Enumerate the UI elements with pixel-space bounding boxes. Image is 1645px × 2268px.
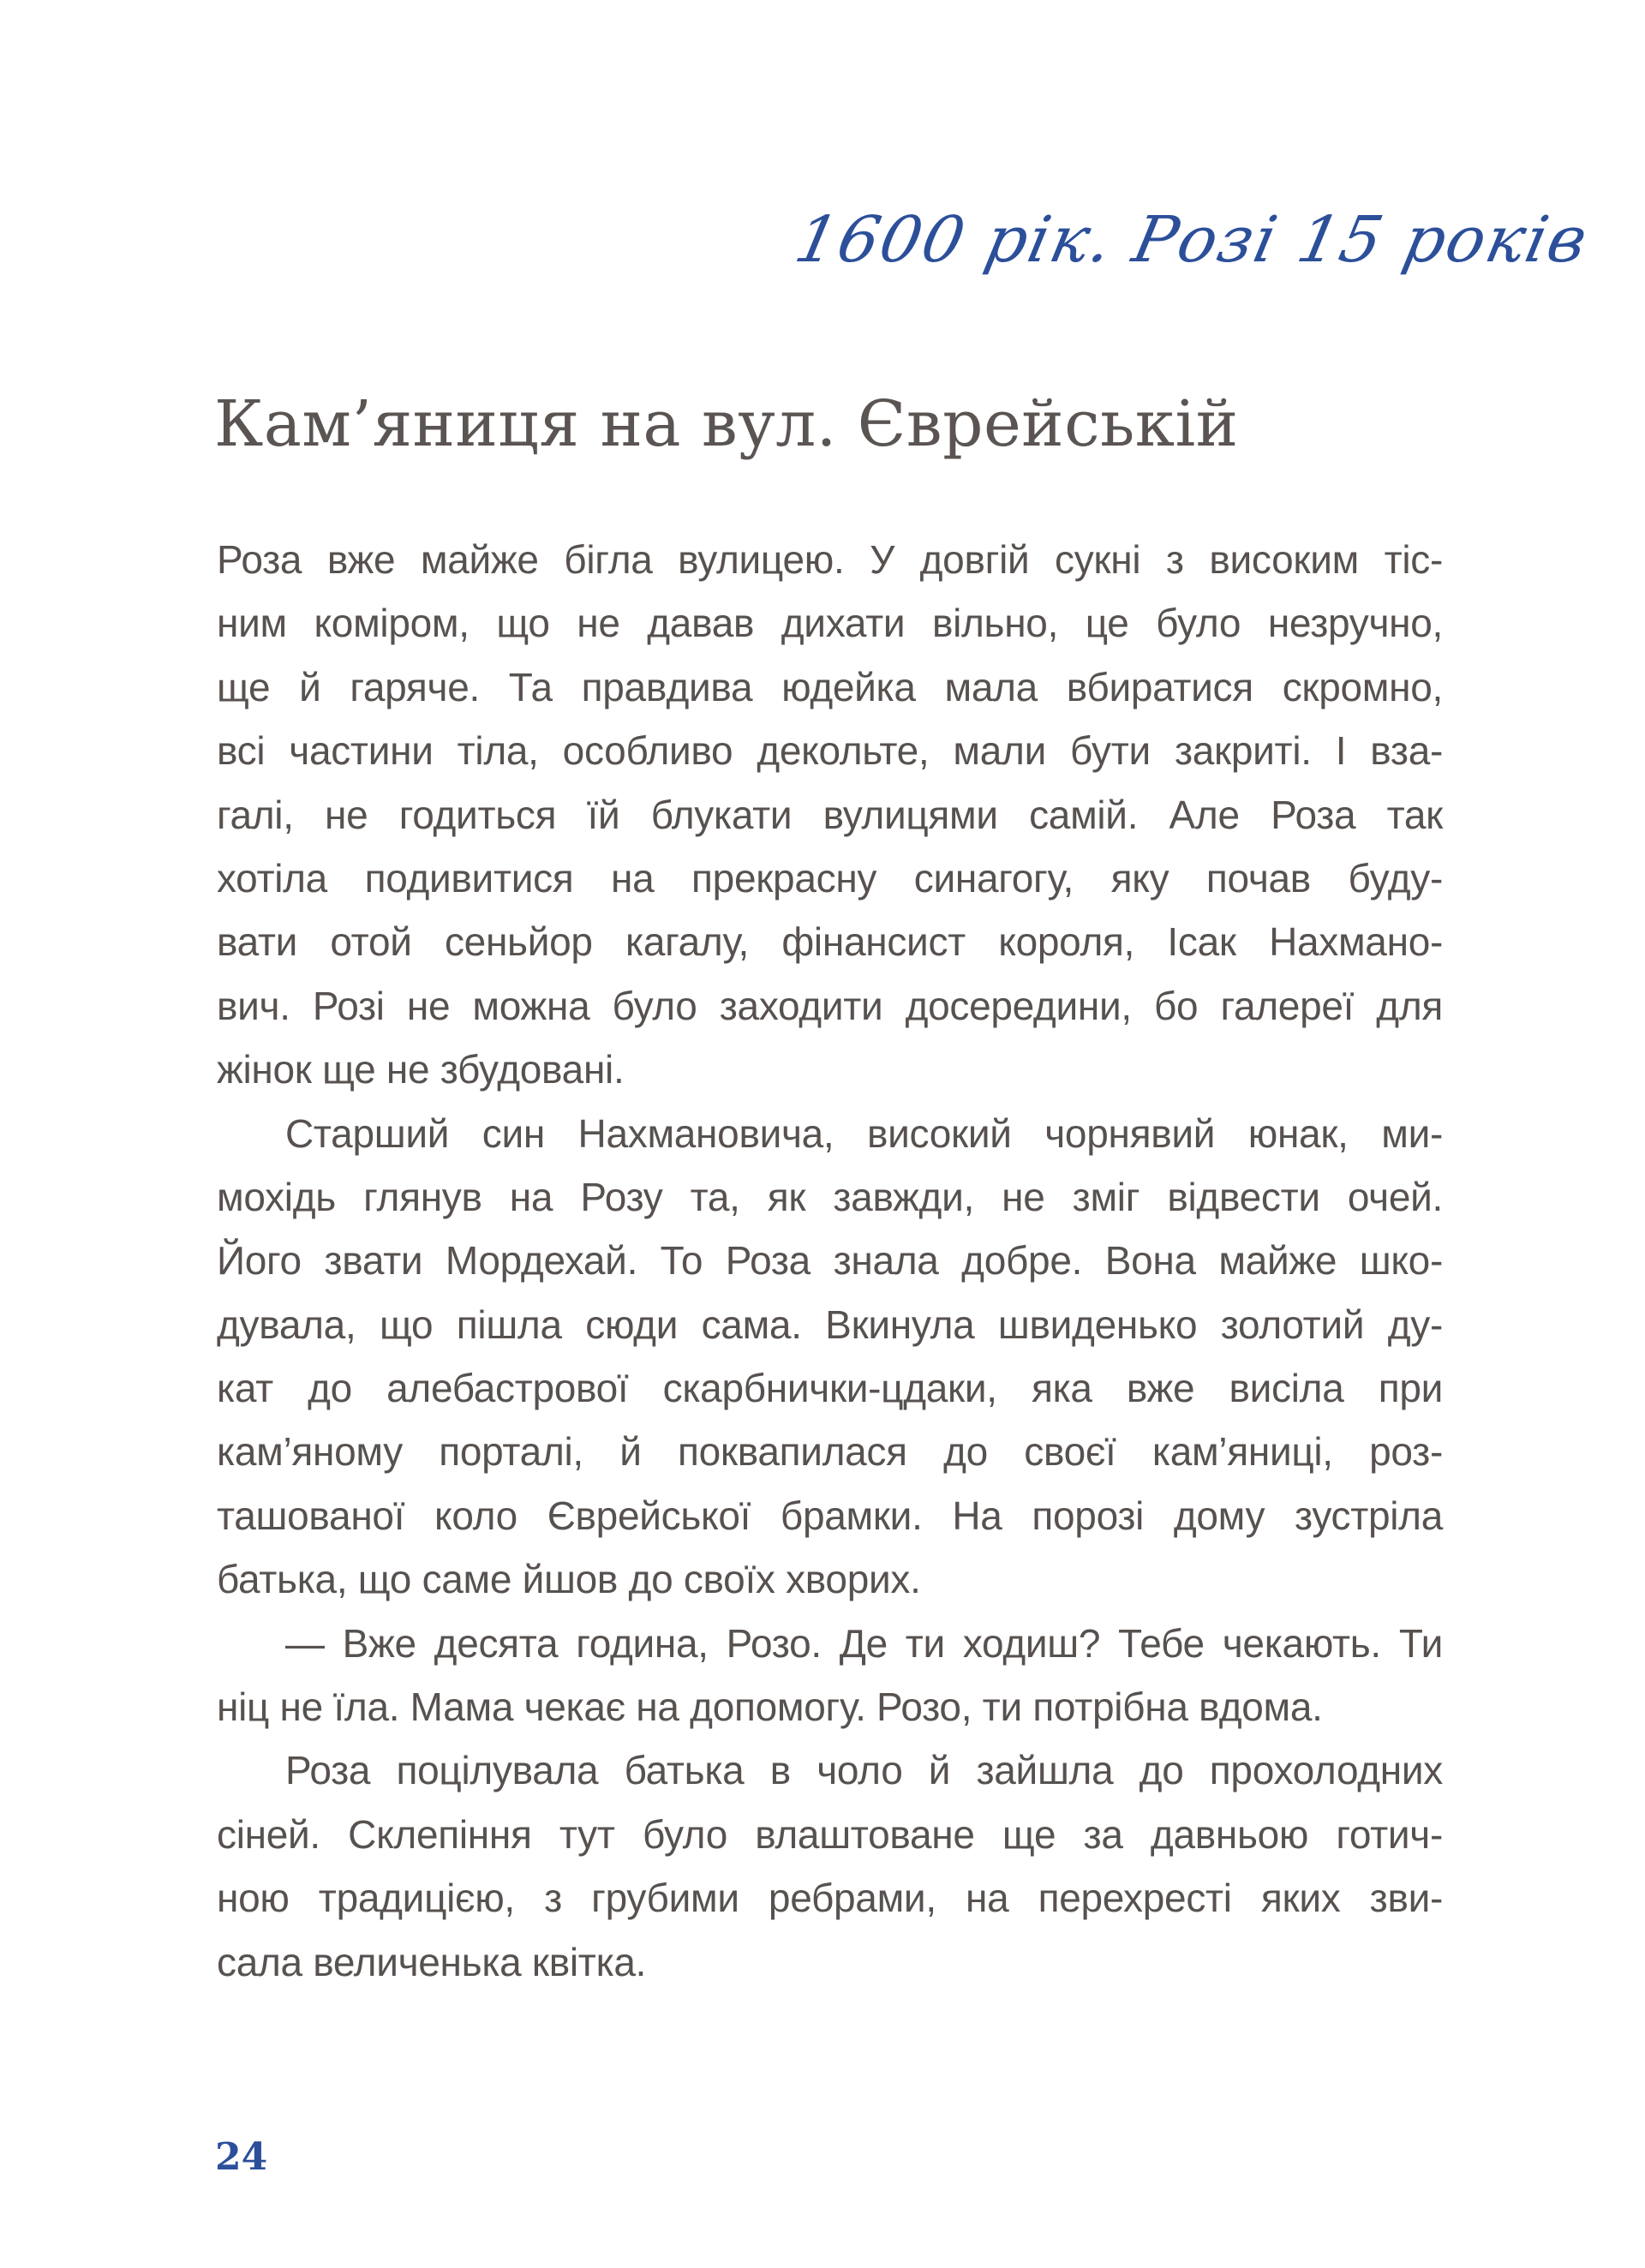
- handwritten-note: 1600 рік. Розі 15 років: [788, 203, 1595, 277]
- text-line: сала величенька квітка.: [217, 1939, 647, 1984]
- text-line: Старший син Нахмановича, високий чорнявий юнак, ми-: [285, 1110, 1443, 1156]
- text-line: батька, що саме йшов до своїх хворих.: [217, 1557, 921, 1602]
- text-line: вати отой сеньйор кагалу, фінансист короля, Ісак Нахмано-: [217, 919, 1443, 965]
- text-line: Роза вже майже бігла вулицею. У довгій сукні з високим тіс-: [217, 537, 1443, 582]
- text-line: ним коміром, що не давав дихати вільно, це було незручно,: [217, 601, 1443, 646]
- text-line: хотіла подивитися на прекрасну синагогу, яку почав буду-: [217, 855, 1443, 901]
- text-line: вич. Розі не можна було заходити досередини, бо галереї для: [217, 983, 1443, 1028]
- text-line: жінок ще не збудовані.: [217, 1047, 625, 1092]
- text-line: Роза поцілувала батька в чоло й зайшла до прохолодних: [285, 1748, 1443, 1793]
- text-line: — Вже десята година, Розо. Де ти ходиш? Тебе чекають. Ти: [285, 1620, 1443, 1666]
- text-line: галі, не годиться їй блукати вулицями самій. Але Роза так: [217, 792, 1443, 837]
- text-line: ною традицією, з грубими ребрами, на перехресті яких зви-: [217, 1876, 1443, 1921]
- text-line: ніц не їла. Мама чекає на допомогу. Розо, ти потрібна вдома.: [217, 1685, 1323, 1730]
- text-line: кат до алебастрової скарбнички-цдаки, яка вже висіла при: [217, 1366, 1443, 1411]
- text-line: сіней. Склепіння тут було влаштоване ще за давньою готич-: [217, 1811, 1443, 1857]
- page-number: 24: [215, 2135, 268, 2179]
- text-line: ще й гаряче. Та правдива юдейка мала вбиратися скромно,: [217, 664, 1443, 709]
- text-line: мохідь глянув на Розу та, як завжди, не зміг відвести очей.: [217, 1174, 1443, 1219]
- body-text: [217, 528, 1443, 1994]
- chapter-title: Кам’яниця на вул. Єврейській: [214, 387, 1239, 461]
- text-line: всі частини тіла, особливо декольте, мали бути закриті. І вза-: [217, 728, 1443, 774]
- text-line: кам’яному порталі, й поквапилася до своєї кам’яниці, роз-: [217, 1429, 1443, 1475]
- text-line: ташованої коло Єврейської брамки. На порозі дому зустріла: [217, 1493, 1443, 1538]
- text-line: Його звати Мордехай. То Роза знала добре. Вона майже шко-: [217, 1238, 1443, 1284]
- text-line: дувала, що пішла сюди сама. Вкинула швиденько золотий ду-: [217, 1302, 1443, 1347]
